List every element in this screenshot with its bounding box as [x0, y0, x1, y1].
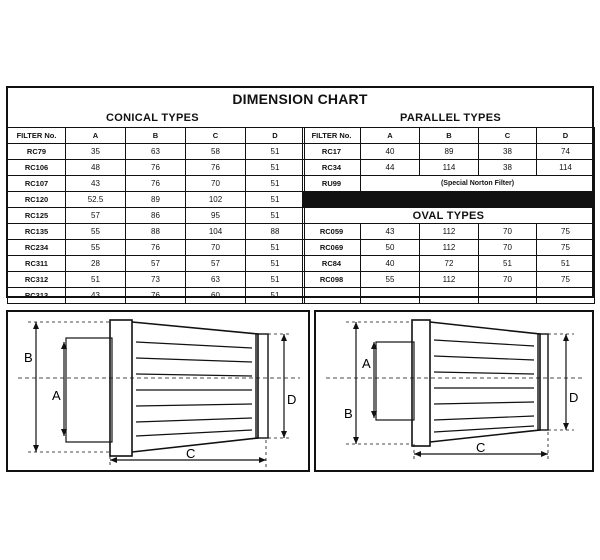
dimension-chart — [6, 86, 594, 298]
table-row — [8, 240, 305, 256]
dimension-value: 114 — [537, 160, 595, 176]
conical-diagram-panel — [6, 310, 310, 472]
filter-number: RC106 — [8, 160, 66, 176]
dimension-value: 57 — [186, 256, 246, 272]
oval-section-title: OVAL TYPES — [303, 208, 595, 224]
column-header: C — [186, 128, 246, 144]
filter-number: RC311 — [8, 256, 66, 272]
dimension-value: 95 — [186, 208, 246, 224]
dimension-value: 76 — [126, 176, 186, 192]
oval-dimension-label-c: C — [476, 440, 486, 455]
dimension-value: 51 — [246, 192, 305, 208]
dimension-value: 51 — [246, 256, 305, 272]
dimension-value: 40 — [361, 144, 420, 160]
table-row — [8, 176, 305, 192]
filter-number: RC069 — [303, 240, 361, 256]
column-header: D — [537, 128, 595, 144]
divider-bar-row — [303, 192, 595, 208]
dimension-value: 52.5 — [66, 192, 126, 208]
dimension-value: 43 — [66, 288, 126, 304]
filter-number: RC312 — [8, 272, 66, 288]
dimension-value: 76 — [126, 288, 186, 304]
parallel-oval-table — [302, 127, 595, 304]
table-row — [8, 224, 305, 240]
oval-dimension-label-d: D — [569, 390, 579, 405]
table-row — [8, 288, 305, 304]
dimension-value: 73 — [126, 272, 186, 288]
dimension-value: 70 — [479, 272, 537, 288]
dimension-label-c: C — [186, 446, 196, 461]
oval-dimension-label-a: A — [362, 356, 371, 371]
dimension-value: 43 — [66, 176, 126, 192]
filter-number: RC098 — [303, 272, 361, 288]
parallel-section-title: PARALLEL TYPES — [400, 112, 501, 124]
column-header: C — [479, 128, 537, 144]
divider-bar — [303, 192, 595, 208]
dimension-value: 88 — [246, 224, 305, 240]
dimension-value: 76 — [126, 160, 186, 176]
filter-number: RC107 — [8, 176, 66, 192]
table-row — [303, 144, 595, 160]
dimension-value: 55 — [66, 224, 126, 240]
dimension-value: 88 — [126, 224, 186, 240]
dimension-label-d: D — [287, 392, 297, 407]
dimension-value: 76 — [126, 240, 186, 256]
special-filter-row — [303, 176, 595, 192]
table-row — [8, 272, 305, 288]
column-header: D — [246, 128, 305, 144]
empty-cell — [361, 288, 420, 304]
filter-number: RC135 — [8, 224, 66, 240]
dimension-value: 102 — [186, 192, 246, 208]
dimension-value: 51 — [246, 160, 305, 176]
column-header: B — [420, 128, 479, 144]
dimension-value: 38 — [479, 144, 537, 160]
empty-row — [303, 288, 595, 304]
dimension-value: 60 — [186, 288, 246, 304]
filter-number: RC120 — [8, 192, 66, 208]
dimension-value: 40 — [361, 256, 420, 272]
table-row — [303, 256, 595, 272]
empty-cell — [537, 288, 595, 304]
dimension-value: 104 — [186, 224, 246, 240]
filter-number: RC79 — [8, 144, 66, 160]
table-row — [8, 144, 305, 160]
filter-number: RC059 — [303, 224, 361, 240]
dimension-value: 51 — [246, 176, 305, 192]
dimension-value: 51 — [246, 208, 305, 224]
dimension-value: 89 — [420, 144, 479, 160]
table-row — [8, 160, 305, 176]
dimension-value: 74 — [537, 144, 595, 160]
empty-cell — [303, 288, 361, 304]
filter-number: RC234 — [8, 240, 66, 256]
table-row — [8, 208, 305, 224]
filter-number: RC34 — [303, 160, 361, 176]
dimension-value: 55 — [361, 272, 420, 288]
dimension-value: 57 — [126, 256, 186, 272]
dimension-value: 51 — [246, 144, 305, 160]
dimension-value: 44 — [361, 160, 420, 176]
dimension-value: 114 — [420, 160, 479, 176]
oval-title-row — [303, 208, 595, 224]
filter-number: RC84 — [303, 256, 361, 272]
column-header: A — [66, 128, 126, 144]
chart-title: DIMENSION CHART — [232, 91, 368, 107]
dimension-value: 75 — [537, 272, 595, 288]
dimension-value: 51 — [246, 288, 305, 304]
table-row — [8, 192, 305, 208]
dimension-value: 51 — [246, 240, 305, 256]
dimension-value: 63 — [186, 272, 246, 288]
special-filter-note: (Special Norton Filter) — [361, 176, 595, 192]
dimension-value: 51 — [537, 256, 595, 272]
table-row — [303, 272, 595, 288]
dimension-label-b: B — [24, 350, 33, 365]
dimension-value: 28 — [66, 256, 126, 272]
dimension-value: 43 — [361, 224, 420, 240]
dimension-value: 38 — [479, 160, 537, 176]
dimension-value: 75 — [537, 240, 595, 256]
filter-number: RC125 — [8, 208, 66, 224]
column-header: FILTER No. — [8, 128, 66, 144]
conical-table — [7, 127, 305, 304]
conical-filter-diagram — [8, 312, 308, 470]
dimension-value: 58 — [186, 144, 246, 160]
conical-header-row — [8, 128, 305, 144]
column-header: B — [126, 128, 186, 144]
dimension-value: 63 — [126, 144, 186, 160]
dimension-value: 51 — [246, 272, 305, 288]
dimension-value: 72 — [420, 256, 479, 272]
dimension-value: 112 — [420, 272, 479, 288]
dimension-value: 57 — [66, 208, 126, 224]
parallel-header-row — [303, 128, 595, 144]
oval-filter-diagram — [316, 312, 592, 470]
dimension-value: 48 — [66, 160, 126, 176]
dimension-value: 55 — [66, 240, 126, 256]
empty-cell — [420, 288, 479, 304]
filter-number: RU99 — [303, 176, 361, 192]
filter-number: RC17 — [303, 144, 361, 160]
dimension-value: 51 — [66, 272, 126, 288]
dimension-value: 70 — [479, 224, 537, 240]
dimension-value: 35 — [66, 144, 126, 160]
dimension-value: 112 — [420, 240, 479, 256]
table-row — [8, 256, 305, 272]
dimension-value: 75 — [537, 224, 595, 240]
dimension-value: 86 — [126, 208, 186, 224]
filter-number: RC313 — [8, 288, 66, 304]
dimension-value: 112 — [420, 224, 479, 240]
dimension-value: 70 — [186, 176, 246, 192]
dimension-label-a: A — [52, 388, 61, 403]
table-row — [303, 240, 595, 256]
column-header: FILTER No. — [303, 128, 361, 144]
table-row — [303, 160, 595, 176]
dimension-value: 70 — [479, 240, 537, 256]
oval-diagram-panel — [314, 310, 594, 472]
conical-section-title: CONICAL TYPES — [106, 112, 199, 124]
dimension-value: 89 — [126, 192, 186, 208]
column-header: A — [361, 128, 420, 144]
dimension-value: 76 — [186, 160, 246, 176]
dimension-value: 70 — [186, 240, 246, 256]
oval-dimension-label-b: B — [344, 406, 353, 421]
empty-cell — [479, 288, 537, 304]
dimension-value: 51 — [479, 256, 537, 272]
table-row — [303, 224, 595, 240]
dimension-value: 50 — [361, 240, 420, 256]
